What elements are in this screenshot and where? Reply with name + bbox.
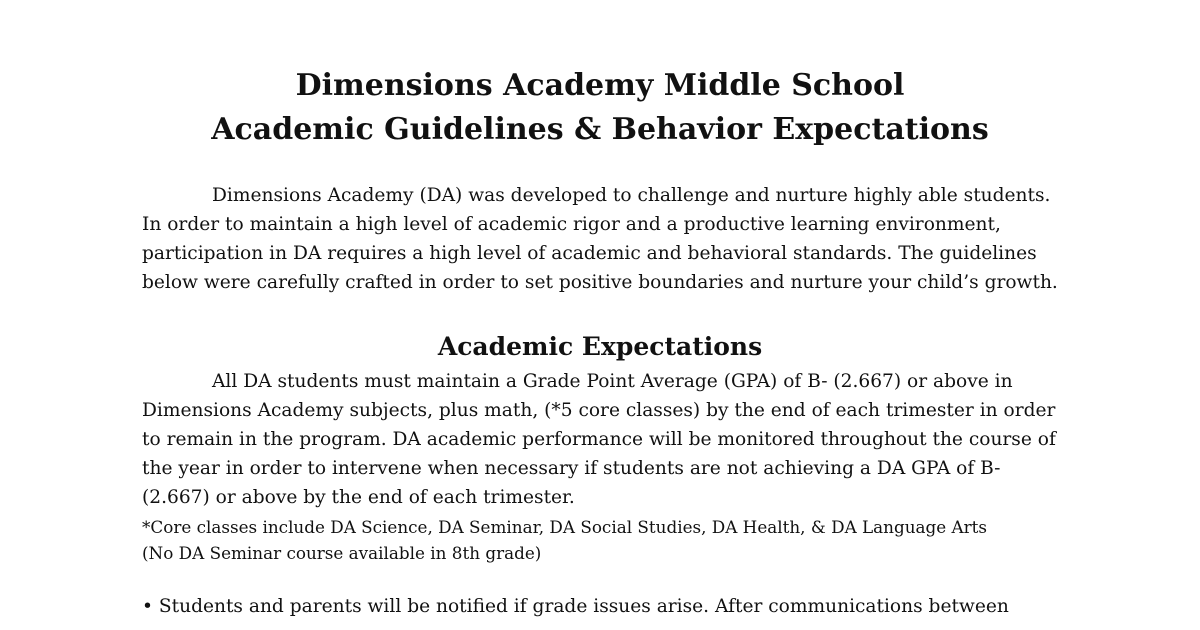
academic-body-line: to remain in the program. DA academic performance will be monitored throughout the course of [142,429,1056,450]
academic-body-line: the year in order to intervene when necessary if students are not achieving a DA GPA of B- [142,458,1001,479]
bullet-item: • Students and parents will be notified if grade issues arise. After communications between [142,596,1009,617]
document-title-line1: Dimensions Academy Middle School [295,68,905,103]
document-title-line2: Academic Guidelines & Behavior Expectations [211,112,989,147]
seminar-footnote: (No DA Seminar course available in 8th grade) [142,543,542,563]
intro-line: below were carefully crafted in order to set positive boundaries and nurture your child’s growth. [142,272,1058,293]
intro-line: In order to maintain a high level of academic rigor and a productive learning environment, [142,214,1001,235]
core-classes-footnote: *Core classes include DA Science, DA Seminar, DA Social Studies, DA Health, & DA Language Arts [142,517,988,537]
academic-expectations-heading: Academic Expectations [437,332,763,361]
academic-body-line: All DA students must maintain a Grade Point Average (GPA) of B- (2.667) or above in [212,371,1013,392]
intro-line: participation in DA requires a high level of academic and behavioral standards. The guidelines [142,243,1037,264]
academic-body-line: Dimensions Academy subjects, plus math, (*5 core classes) by the end of each trimester in order [142,400,1056,421]
intro-line: Dimensions Academy (DA) was developed to challenge and nurture highly able students. [212,185,1051,206]
academic-body-line: (2.667) or above by the end of each trimester. [142,487,575,508]
